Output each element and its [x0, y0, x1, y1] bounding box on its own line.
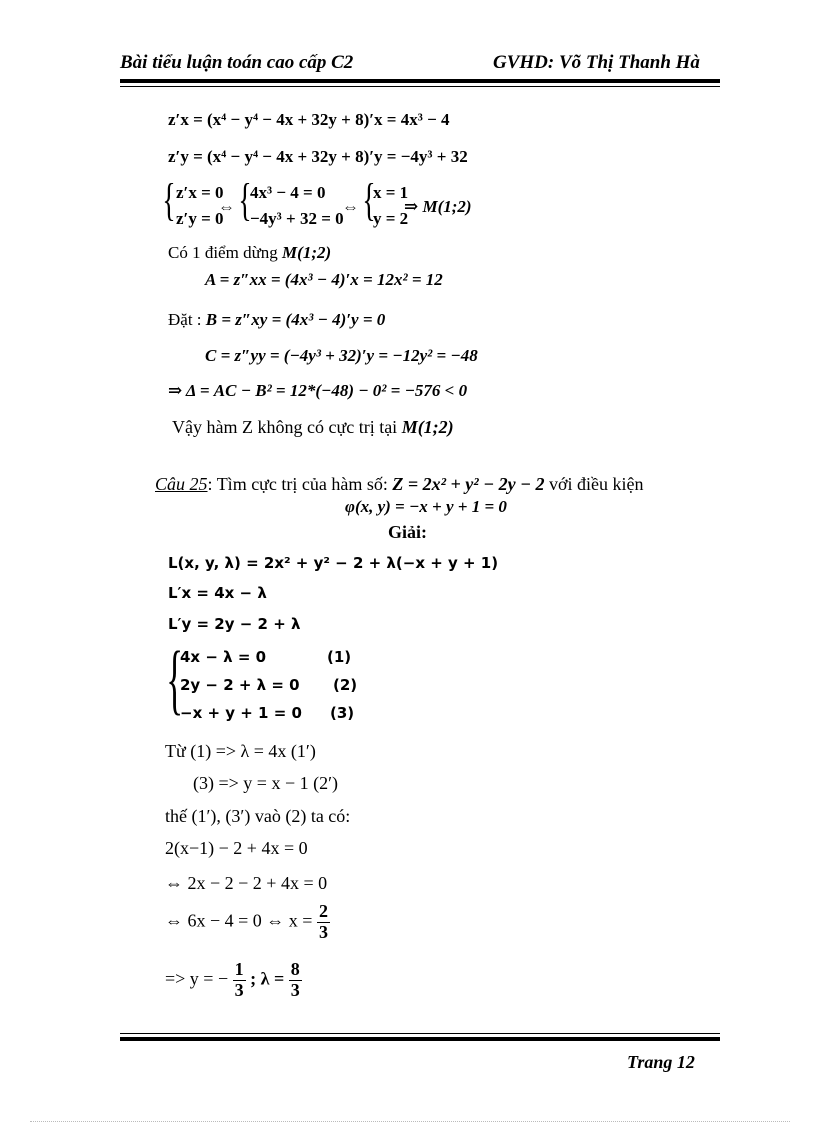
stationary-point-line [168, 243, 331, 263]
lambda-fraction [289, 960, 302, 1001]
stationary-point: M(1;2) [282, 243, 332, 262]
step-4: 2(x−1) − 2 + 4x = 0 [165, 838, 308, 858]
y-fraction [233, 960, 246, 1001]
step-6-left: ⇔ 6x − 4 = 0 ⇔ x = [165, 910, 313, 931]
conclusion-text: Vậy hàm Z không có cực trị tại [172, 417, 398, 437]
lambda-numerator: 8 [290, 959, 300, 979]
equiv-symbol-1: ⇔ [218, 197, 235, 216]
sys-c2: y = 2 [373, 209, 409, 228]
eq3-tag: (3) [330, 704, 355, 722]
conclusion-line [172, 417, 454, 438]
footer-rule-thick [120, 1037, 720, 1041]
lambda-denominator: 3 [290, 979, 300, 1000]
lagrange-function: L(x, y, λ) = 2x² + y² − 2 + λ(−x + y + 1) [168, 554, 499, 572]
condition-text: với điều kiện [549, 474, 644, 494]
dat-label: Đặt : [168, 310, 202, 329]
sys-result: ⇒ M(1;2) [404, 197, 472, 216]
a-line: A = z″xx = (4x³ − 4)′x = 12x² = 12 [205, 270, 443, 289]
sys-c1: x = 1 [373, 183, 409, 202]
x-denominator: 3 [318, 921, 328, 942]
partial-y-line: z′y = (x⁴ − y⁴ − 4x + 32y + 8)′y = −4y³ + 32 [168, 147, 468, 166]
brace-1a: { [162, 174, 176, 225]
eq1-tag: (1) [327, 648, 352, 666]
page-number: Trang 12 [627, 1052, 695, 1072]
lagrange-dy: L′y = 2y − 2 + λ [168, 615, 301, 633]
y-numerator: 1 [234, 959, 244, 979]
stationary-text: Có 1 điểm dừng [168, 243, 278, 262]
solution-title: Giải: [388, 522, 427, 542]
sys-b2: −4y³ + 32 = 0 [250, 209, 344, 228]
equiv-symbol-2: ⇔ [342, 197, 359, 216]
step-2: (3) => y = x − 1 (2′) [193, 773, 339, 793]
header-instructor: GVHD: Võ Thị Thanh Hà [493, 52, 700, 73]
sys-b1: 4x³ − 4 = 0 [250, 183, 326, 202]
b-line: B = z″xy = (4x³ − 4)′y = 0 [205, 310, 386, 329]
question-label: Câu 25 [155, 474, 208, 494]
question-line [155, 474, 644, 495]
partial-x-line: z′x = (x⁴ − y⁴ − 4x + 32y + 8)′x = 4x³ − 4 [168, 110, 450, 129]
y-denominator: 3 [234, 979, 244, 1000]
lagrange-dx: L′x = 4x − λ [168, 584, 267, 602]
bottom-dotted-edge [30, 1121, 790, 1122]
step-7 [165, 960, 302, 1001]
c-line: C = z″yy = (−4y³ + 32)′y = −12y² = −48 [205, 346, 478, 365]
brace-1c: { [362, 174, 376, 225]
x-numerator: 2 [318, 901, 328, 921]
function-expression: Z = 2x² + y² − 2y − 2 [392, 474, 545, 494]
header-rule-thin [120, 86, 720, 87]
step-3: thế (1′), (3′) vaò (2) ta có: [165, 806, 351, 826]
lambda-eq: ; λ = [250, 968, 285, 989]
eq3: −x + y + 1 = 0 [180, 704, 302, 722]
conclusion-point: M(1;2) [401, 417, 454, 437]
brace-2: { [166, 635, 184, 722]
header-rule-thick [120, 79, 720, 83]
question-text: : Tìm cực trị của hàm số: [207, 474, 388, 494]
eq2: 2y − 2 + λ = 0 [180, 676, 300, 694]
eq2-tag: (2) [333, 676, 358, 694]
sys-a1: z′x = 0 [176, 183, 224, 202]
step-6 [165, 902, 330, 943]
eq1: 4x − λ = 0 [180, 648, 267, 666]
delta-line: ⇒ Δ = AC − B² = 12*(−48) − 0² = −576 < 0 [168, 381, 468, 400]
header-title: Bài tiểu luận toán cao cấp C2 [120, 52, 354, 73]
footer-rule-thin [120, 1033, 720, 1034]
step-5: ⇔ 2x − 2 − 2 + 4x = 0 [165, 873, 328, 893]
sys-a2: z′y = 0 [176, 209, 224, 228]
condition-expression: φ(x, y) = −x + y + 1 = 0 [345, 497, 507, 516]
dat-line [168, 310, 385, 330]
brace-1b: { [238, 174, 252, 225]
step-1: Từ (1) => λ = 4x (1′) [165, 741, 316, 761]
x-fraction [317, 902, 330, 943]
step-7-left: => y = − [165, 968, 229, 989]
